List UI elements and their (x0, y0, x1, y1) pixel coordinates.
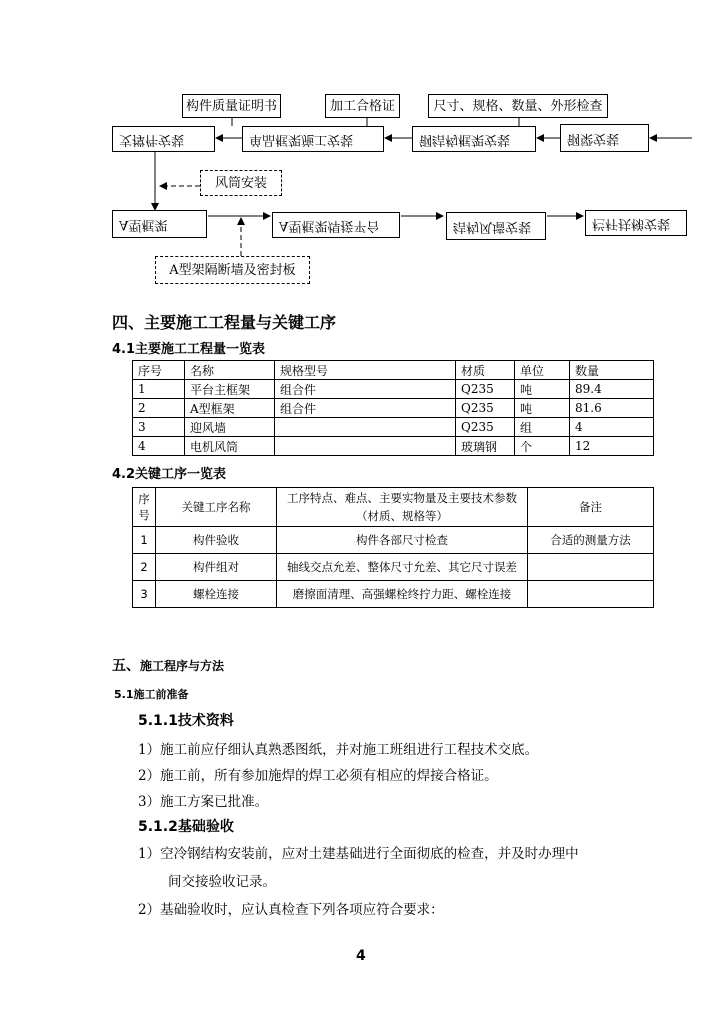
table-cell: 2 (133, 399, 185, 418)
quantities-table (132, 360, 654, 456)
table-cell (275, 418, 456, 437)
support-install-box (112, 126, 215, 152)
rail-fit-box (585, 210, 687, 236)
table-row (133, 418, 654, 437)
table-cell (275, 437, 456, 456)
table-header-cell: 材质 (456, 361, 515, 380)
table-cell: 平台主框架 (185, 380, 275, 399)
sub-5-1: 5.1施工前准备 (114, 688, 189, 701)
table-cell: 3 (133, 581, 156, 608)
table-header-cell: 备注 (528, 488, 654, 527)
a-frame-plate-box (272, 212, 400, 238)
table-header-cell: 单位 (515, 361, 570, 380)
table-cell: 81.6 (570, 399, 654, 418)
table-cell: 轴线交点允差、整体尺寸允差、其它尺寸误差 (277, 554, 528, 581)
table-cell: 合适的测量方法 (528, 527, 654, 554)
table-cell: 螺栓连接 (156, 581, 277, 608)
table-cell: Q235 (456, 380, 515, 399)
table-cell: 组合件 (275, 380, 456, 399)
dimension-check-box (428, 94, 608, 118)
table-cell: 4 (570, 418, 654, 437)
table-cell: 组合件 (275, 399, 456, 418)
table-header-detail-cell (277, 488, 528, 527)
dimension-check-label: 尺寸、规格、数量、外形检查 (433, 98, 603, 114)
paragraph-2: 2）施工前，所有参加施焊的焊工必须有相应的焊接合格证。 (138, 768, 498, 784)
table-cell: A型框架 (185, 399, 275, 418)
table-row (133, 581, 654, 608)
fan-duct-label: 风筒安装 (214, 175, 267, 191)
table-cell (528, 554, 654, 581)
table1-title: 4.1主要施工工程量一览表 (112, 342, 266, 357)
sub-5-1-2: 5.1.2基础验收 (138, 819, 234, 835)
table-cell: 电机风筒 (185, 437, 275, 456)
frame-install-box (412, 126, 536, 152)
paragraph-4a: 1）空冷钢结构安装前，应对土建基础进行全面彻底的检查，并及时办理中 (138, 846, 579, 862)
fan-duct-box (200, 170, 282, 196)
table-row (133, 527, 654, 554)
structure-wall-box (446, 212, 546, 240)
header-detail-line2: （材质、规格等） (356, 509, 448, 523)
table-cell: 1 (133, 380, 185, 399)
table-cell: 磨擦面清理、高强螺栓终拧力距、螺栓连接 (277, 581, 528, 608)
table-cell: 构件各部尺寸检查 (277, 527, 528, 554)
table-row (133, 554, 654, 581)
process-cert-box (325, 94, 400, 118)
table-cell: 构件组对 (156, 554, 277, 581)
support-install-label: 支撑件安装 (119, 131, 185, 147)
beam-install-box (242, 126, 384, 152)
sub-5-1-1: 5.1.1技术资料 (138, 713, 234, 729)
quality-cert-box (182, 94, 281, 118)
a-frame-label: A型框架 (119, 216, 168, 232)
table-header-cell: 规格型号 (275, 361, 456, 380)
section5-title-main: 五、 (112, 658, 140, 674)
table2-title: 4.2关键工序一览表 (112, 467, 227, 482)
quality-cert-label: 构件质量证明书 (185, 98, 277, 114)
a-frame-plate-label: A型框架焊接平台 (279, 217, 380, 233)
table-cell: Q235 (456, 418, 515, 437)
table-header-cell: 序号 (133, 488, 156, 527)
partition-label: A型架隔断墙及密封板 (169, 262, 296, 278)
table-cell: 吨 (515, 380, 570, 399)
table-cell (528, 581, 654, 608)
process-cert-label: 加工合格证 (329, 98, 395, 114)
steel-install-label: 钢梁安装 (567, 130, 620, 146)
key-process-table (132, 487, 654, 608)
paragraph-3: 3）施工方案已批准。 (138, 794, 269, 810)
a-frame-box (112, 210, 207, 238)
table-cell: 4 (133, 437, 185, 456)
frame-install-label: 钢结构框架安装 (419, 131, 511, 147)
table-header-cell: 名称 (185, 361, 275, 380)
paragraph-5: 2）基础验收时，应认真检查下列各项应符合要求： (138, 902, 444, 918)
section4-title: 四、主要施工工程量与关键工序 (112, 313, 337, 332)
table-cell: 玻璃钢 (456, 437, 515, 456)
table-cell: 构件验收 (156, 527, 277, 554)
table-cell: 1 (133, 527, 156, 554)
table-row (133, 437, 654, 456)
table-row (133, 380, 654, 399)
table-cell: 个 (515, 437, 570, 456)
paragraph-1: 1）施工前应仔细认真熟悉图纸，并对施工班组进行工程技术交底。 (138, 742, 539, 758)
table-cell: 组 (515, 418, 570, 437)
table-cell: 2 (133, 554, 156, 581)
section5-title-rest: 施工程序与方法 (140, 659, 225, 673)
page-number: 4 (356, 948, 366, 964)
table-cell: 3 (133, 418, 185, 437)
table-header-row (133, 488, 654, 527)
rail-fit-label: 栏杆扶梯安装 (592, 215, 671, 231)
header-detail-line1: 工序特点、难点、主要实物量及主要技术参数 (287, 490, 517, 505)
table-cell: Q235 (456, 399, 515, 418)
table-cell: 迎风墙 (185, 418, 275, 437)
partition-box (155, 256, 310, 284)
paragraph-4b: 间交接验收记录。 (168, 874, 276, 890)
table-header-cell: 数量 (570, 361, 654, 380)
steel-install-box (560, 124, 649, 152)
table-header-row (133, 361, 654, 380)
table-cell: 12 (570, 437, 654, 456)
table-header-cell: 关键工序名称 (156, 488, 277, 527)
beam-install-label: 单品框架施工安装 (249, 131, 354, 147)
structure-wall-label: 结构风墙安装 (453, 218, 532, 234)
section5-title (112, 655, 224, 675)
table-cell: 吨 (515, 399, 570, 418)
table-cell: 89.4 (570, 380, 654, 399)
table-row (133, 399, 654, 418)
table-header-cell: 序号 (133, 361, 185, 380)
